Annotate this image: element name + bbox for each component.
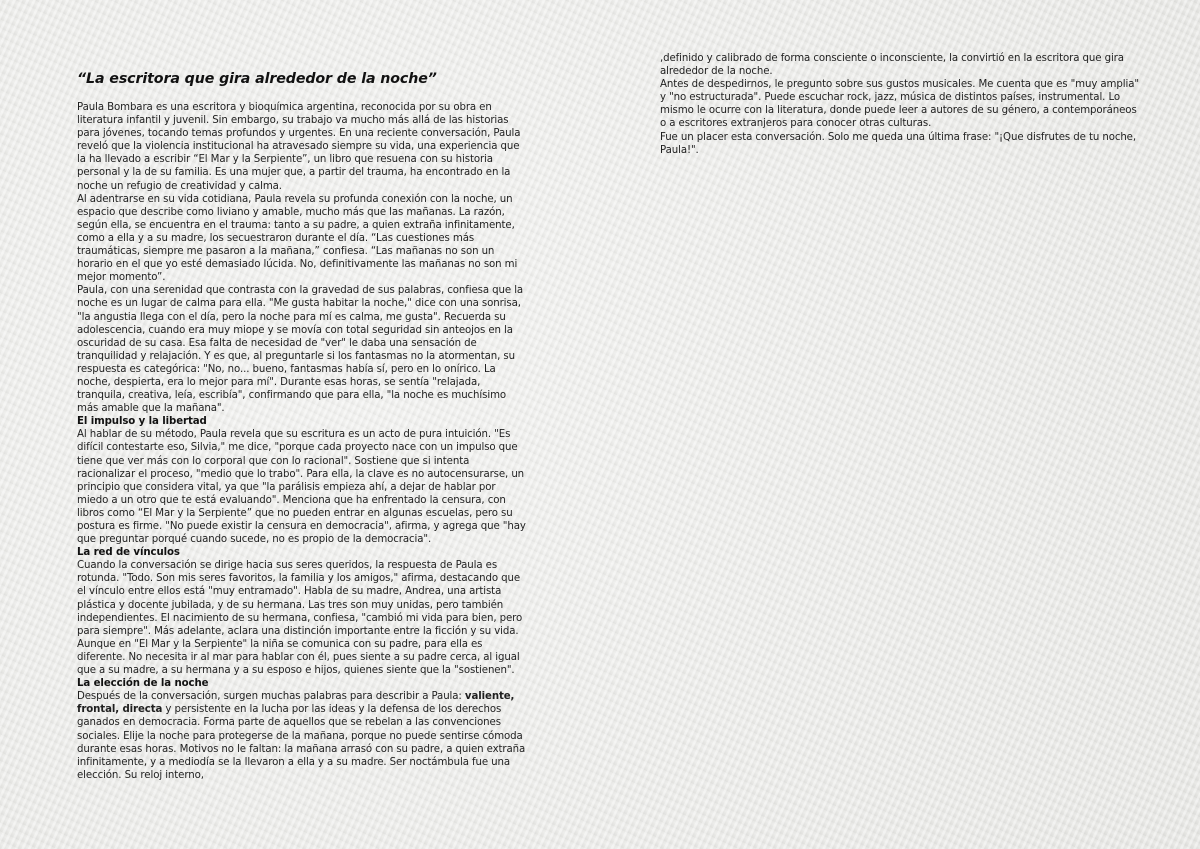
section-heading-bonds: La red de vínculos (77, 547, 180, 559)
intro-paragraph: Paula Bombara es una escritora y bioquímica argentina, reconocida por su obra en literatura infantil y juvenil. Sin embargo, su trabajo va mucho más allá de las historias para jóvenes, tocando temas profundos y urgentes. En una reciente conversación, Paula reveló que la violencia institucional ha atravesado siempre su vida, una experiencia que la ha llevado a escribir “El Mar y la Serpiente”, un libro que resuena con su historia personal y la de su familia. Es una mujer que, a partir del trauma, ha encontrado en la noche un refugio de creatividad y calma. (77, 102, 521, 192)
paragraph-continuation: ,definido y calibrado de forma consciente o inconsciente, la convirtió en la escritora que gira alrededor de la noche. (660, 53, 1124, 78)
paragraph-choice-lead: Después de la conversación, surgen muchas palabras para describir a Paula: (77, 691, 465, 703)
paragraph-family: Cuando la conversación se dirige hacia sus seres queridos, la respuesta de Paula es rotunda. "Todo. Son mis seres favoritos, la familia y los amigos," afirma, destacando que el vínculo entre ellos está "muy entramado". Habla de su madre, Andrea, una artista plástica y docente jubilada, y de su hermana. Las tres son muy unidas, pero también independientes. El nacimiento de su hermana, confiesa, "cambió mi vida para bien, pero para siempre". Más adelante, aclara una distinción importante entre la ficción y su vida. Aunque en "El Mar y la Serpiente" la niña se comunica con su padre, para ella es diferente. No necesita ir al mar para hablar con él, pues siente a su padre cerca, al igual que a su madre, a su hermana y a su esposo e hijos, quienes siente que la "sostienen". (77, 560, 523, 677)
paragraph-music: Antes de despedirnos, le pregunto sobre sus gustos musicales. Me cuenta que es "muy amplia" y "no estructurada". Puede escuchar rock, jazz, música de distintos países, instrumental. Lo mismo le ocurre con la literatura, donde puede leer a autores de su género, a contemporáneos o a escritores extranjeros para conocer otras culturas. (660, 79, 1139, 130)
paragraph-serenity: Paula, con una serenidad que contrasta con la gravedad de sus palabras, confiesa que la noche es un lugar de calma para ella. "Me gusta habitar la noche," dice con una sonrisa, "la angustia llega con el día, pero la noche para mí es calma, me gusta". Recuerda su adolescencia, cuando era muy miope y se movía con total seguridad sin anteojos en la oscuridad de su casa. Esa falta de necesidad de "ver" le daba una sensación de tranquilidad y relajación. Y es que, al preguntarle si los fantasmas no la atormentan, su respuesta es categórica: "No, no... bueno, fantasmas había sí, pero en lo onírico. La noche, despierta, era lo mejor para mí". Durante esas horas, se sentía "relajada, tranquila, creativa, leía, escribía", confirmando que para ella, "la noche es muchísimo más amable que la mañana". (77, 285, 524, 415)
paragraph-closing: Fue un placer esta conversación. Solo me queda una última frase: "¡Que disfrutes de tu noche, Paula!". (660, 131, 1136, 156)
right-page (600, 0, 1200, 849)
left-column (77, 70, 527, 782)
paragraph-method: Al hablar de su método, Paula revela que su escritura es un acto de pura intuición. "Es difícil contestarte eso, Silvia," me dice, "porque cada proyecto nace con un impulso que tiene que ver más con lo corporal que con lo racional". Sostiene que si intenta racionalizar el proceso, "medio que lo trabo". Para ella, la clave es no autocensurarse, un principio que considera vital, ya que "la parálisis empieza ahí, a dejar de hablar por miedo a un otro que te está evaluando". Menciona que ha enfrentado la censura, con libros como “El Mar y la Serpiente” que no pueden entrar en algunas escuelas, pero su postura es firme. "No puede existir la censura en democracia", afirma, y agrega que "hay que preguntar porqué cuando sucede, no es propio de la democracia". (77, 429, 526, 546)
paragraph-choice (77, 690, 527, 782)
article-title: “La escritora que gira alrededor de la noche” (77, 71, 437, 87)
section-heading-choice: La elección de la noche (77, 678, 209, 690)
paragraph-choice-rest: y persistente en la lucha por las ideas y la defensa de los derechos ganados en democracia. Forma parte de aquellos que se rebelan a las convenciones sociales. Elije la noche para protegerse de la mañana, porque no puede sentirse cómoda durante esas horas. Motivos no le faltan: la mañana arrasó con su padre, a quien extraña infinitamente, y a mediodía se la llevaron a ella y a su madre. Ser noctámbula fue una elección. Su reloj interno, (77, 704, 526, 781)
right-column (660, 52, 1142, 157)
paragraph-night-connection: Al adentrarse en su vida cotidiana, Paula revela su profunda conexión con la noche, un espacio que describe como liviano y amable, mucho más que las mañanas. La razón, según ella, se encuentra en el trauma: tanto a su padre, a quien extraña infinitamente, como a ella y a su madre, los secuestraron durante el día. “Las cuestiones más traumáticas, siempre me pasaron a la mañana,” confiesa. “Las mañanas no son un horario en el que yo esté demasiado lúcida. No, definitivamente las mañanas no son mi mejor momento”. (77, 193, 518, 284)
paragraph-choice-bold: valiente, frontal, directa (77, 691, 515, 716)
section-heading-impulse: El impulso y la libertad (77, 416, 207, 428)
